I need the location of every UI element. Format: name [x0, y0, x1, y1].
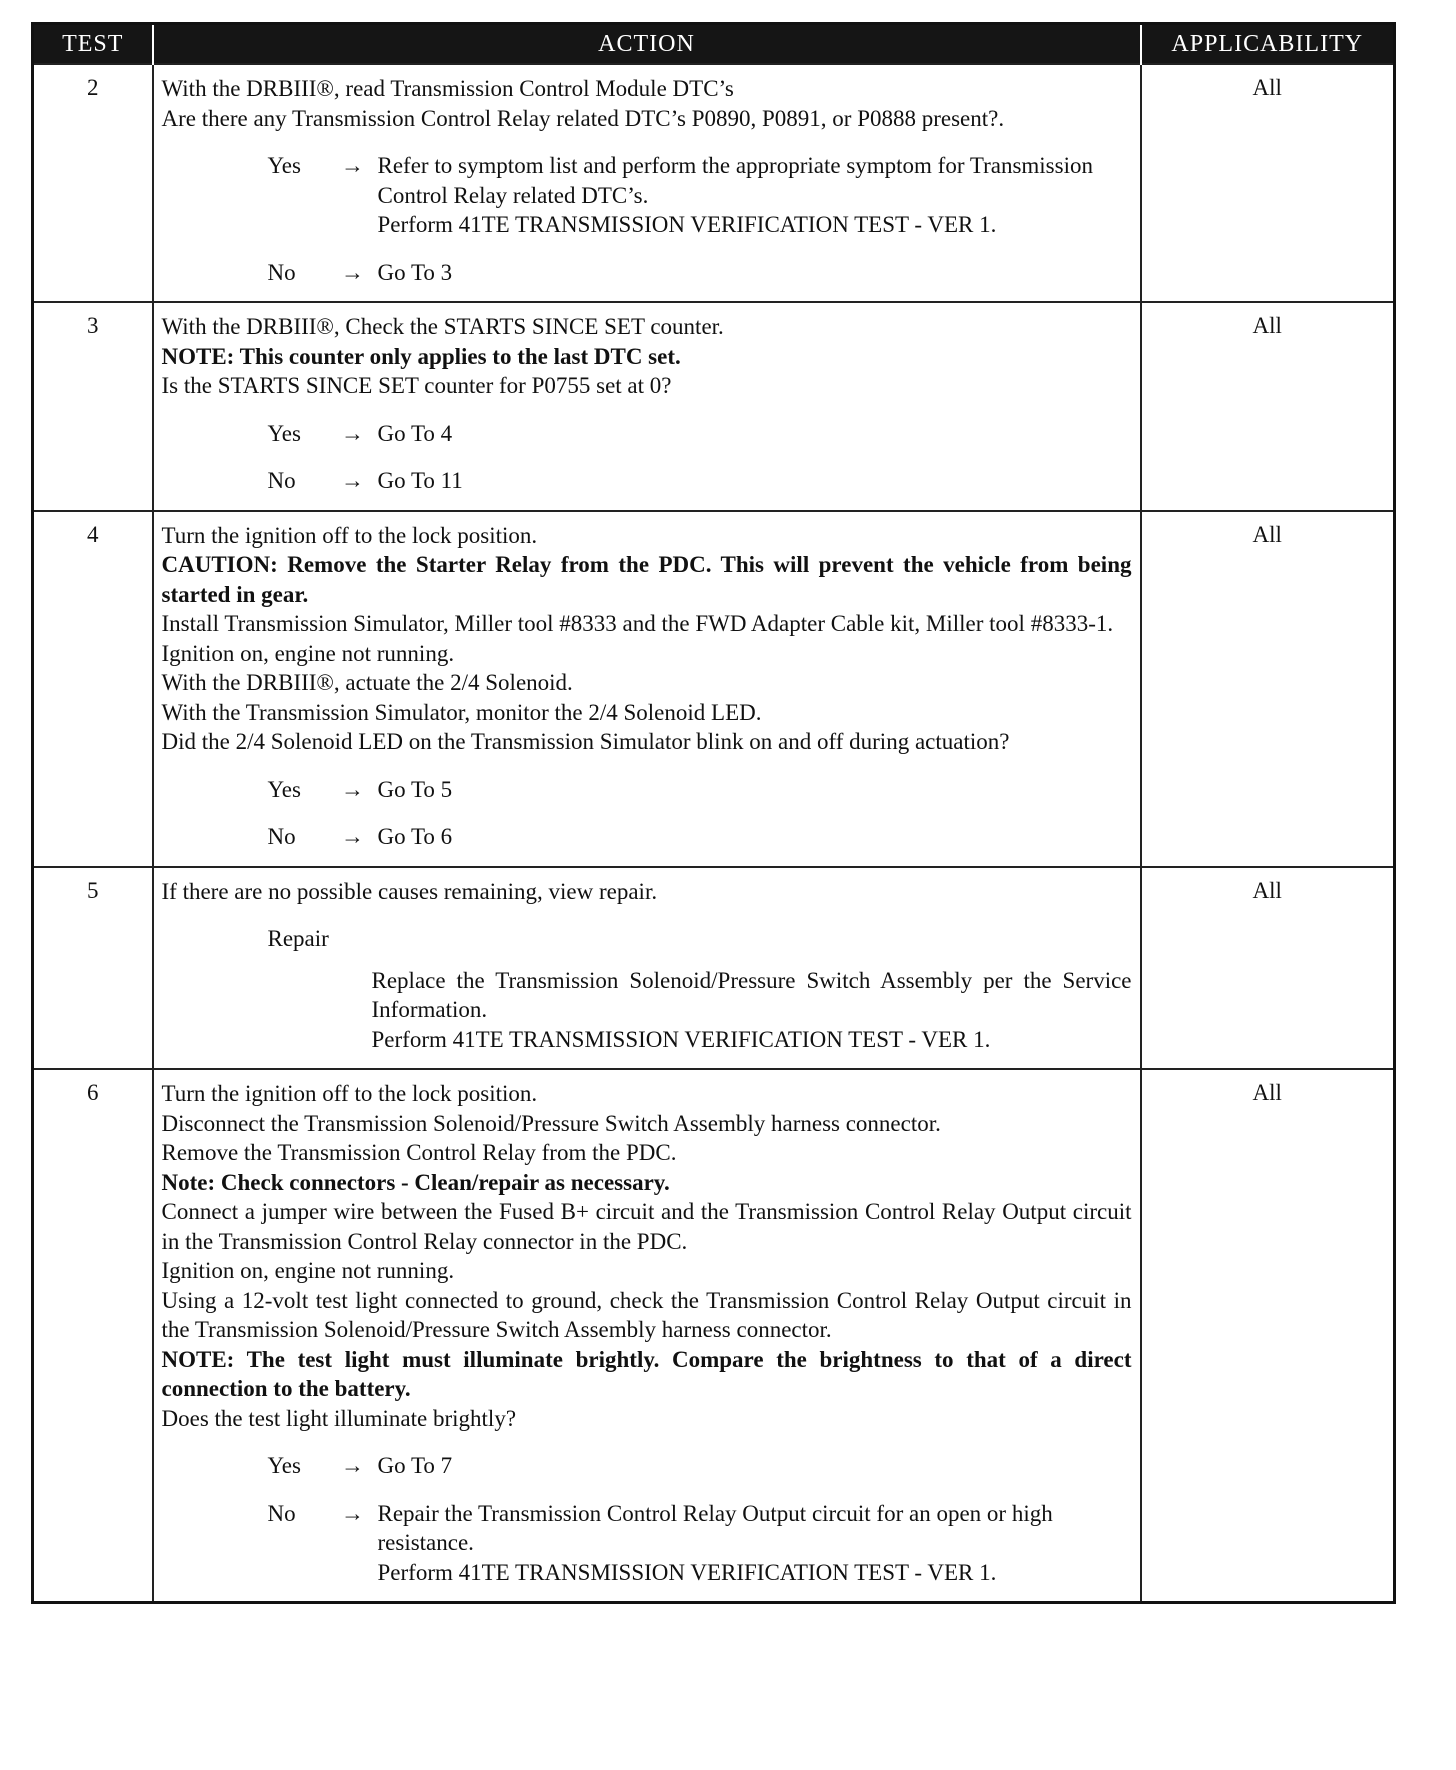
- header-test: TEST: [33, 24, 153, 65]
- note-text: CAUTION: Remove the Starter Relay from the PDC. This will prevent the vehicle from being started in gear.: [161, 552, 1132, 607]
- repair-label: Repair: [267, 926, 329, 951]
- arrow-icon: →: [341, 420, 364, 446]
- instruction-text: Ignition on, engine not running.: [161, 1258, 455, 1283]
- answer-text: Repair the Transmission Control Relay Output circuit for an open or high resistance.: [377, 1500, 1053, 1555]
- instruction-text: Remove the Transmission Control Relay from the PDC.: [161, 1140, 677, 1165]
- test-number: 5: [33, 867, 153, 1070]
- instruction-text: Using a 12-volt test light connected to ground, check the Transmission Control Relay Output circuit in the Transmission Solenoid/Pressure Switch Assembly harness connector.: [161, 1287, 1132, 1342]
- answer-result: [378, 151, 1132, 240]
- table-row: [33, 867, 1395, 1070]
- answer-label: Yes: [267, 1453, 301, 1478]
- header-action: ACTION: [153, 24, 1141, 65]
- applicability-value: All: [1141, 511, 1395, 867]
- answer-text: Go To 4: [377, 420, 453, 446]
- repair-text: Perform 41TE TRANSMISSION VERIFICATION TEST - VER 1.: [371, 1026, 991, 1052]
- instruction-text: Does the test light illuminate brightly?: [161, 1405, 517, 1431]
- instruction-text: With the DRBIII®, actuate the 2/4 Solenoid.: [161, 670, 573, 695]
- action-cell: [153, 1069, 1141, 1603]
- answer-label: No: [267, 1500, 296, 1526]
- arrow-icon: →: [341, 259, 364, 285]
- instruction-text: Turn the ignition off to the lock position.: [161, 522, 538, 548]
- note-text: NOTE: This counter only applies to the last DTC set.: [161, 343, 681, 369]
- instruction-text: Did the 2/4 Solenoid LED on the Transmission Simulator blink on and off during actuation?: [161, 729, 1010, 754]
- applicability-value: All: [1141, 867, 1395, 1070]
- answer-label: Yes: [267, 776, 301, 802]
- diagnostic-test-table: [31, 22, 1396, 1604]
- repair-block: [268, 924, 1132, 1054]
- instruction-text: Connect a jumper wire between the Fused B+ circuit and the Transmission Control Relay Output circuit in the Transmission Control Relay connector in the PDC.: [161, 1199, 1132, 1254]
- test-number: 6: [33, 1069, 153, 1603]
- repair-instructions: [372, 966, 1132, 1055]
- arrow-icon: →: [341, 1500, 364, 1526]
- arrow-icon: →: [341, 1453, 364, 1478]
- test-number: 2: [33, 64, 153, 302]
- instruction-text: Install Transmission Simulator, Miller tool #8333 and the FWD Adapter Cable kit, Miller tool #8333-1.: [161, 611, 1114, 636]
- instruction-text: With the DRBIII®, read Transmission Control Module DTC’s: [161, 76, 734, 101]
- answer-text: Go To 7: [377, 1453, 453, 1478]
- instruction-text: Is the STARTS SINCE SET counter for P0755 set at 0?: [161, 373, 672, 398]
- header-applicability: APPLICABILITY: [1141, 24, 1395, 65]
- answer-label: Yes: [267, 153, 301, 178]
- instruction-text: Disconnect the Transmission Solenoid/Pressure Switch Assembly harness connector.: [161, 1110, 941, 1136]
- answer-label: No: [267, 259, 296, 285]
- answer-option: [162, 419, 1132, 449]
- instruction-text: Are there any Transmission Control Relay related DTC’s P0890, P0891, or P0888 present?.: [161, 105, 1005, 131]
- answer-label: No: [267, 824, 296, 849]
- note-text: Note: Check connectors - Clean/repair as necessary.: [161, 1169, 670, 1195]
- table-body: [33, 64, 1395, 1603]
- answer-result: [378, 775, 1132, 805]
- table-header: [33, 24, 1395, 65]
- answer-option: [162, 822, 1132, 852]
- answer-option: [162, 775, 1132, 805]
- diagnostic-procedure-document: [31, 22, 1393, 1604]
- instruction-text: If there are no possible causes remaining, view repair.: [161, 878, 658, 904]
- table-row: [33, 64, 1395, 302]
- arrow-icon: →: [341, 468, 364, 493]
- answer-result: [378, 466, 1132, 496]
- arrow-icon: →: [341, 824, 364, 849]
- answer-result: [378, 258, 1132, 288]
- repair-text: Replace the Transmission Solenoid/Pressure Switch Assembly per the Service Information.: [371, 967, 1132, 1022]
- answer-text: Perform 41TE TRANSMISSION VERIFICATION TEST - VER 1.: [377, 212, 997, 237]
- answer-label: Yes: [267, 420, 301, 446]
- instruction-text: With the DRBIII®, Check the STARTS SINCE SET counter.: [161, 314, 724, 339]
- answer-text: Go To 5: [377, 776, 453, 802]
- arrow-icon: →: [341, 776, 364, 802]
- table-row: [33, 1069, 1395, 1603]
- answer-option: [162, 258, 1132, 288]
- answer-result: [378, 1499, 1132, 1588]
- applicability-value: All: [1141, 1069, 1395, 1603]
- instruction-text: Turn the ignition off to the lock position.: [161, 1081, 538, 1106]
- table-row: [33, 511, 1395, 867]
- note-text: NOTE: The test light must illuminate brightly. Compare the brightness to that of a direct connection to the battery.: [161, 1346, 1132, 1401]
- answer-result: [378, 822, 1132, 852]
- answer-label: No: [267, 468, 296, 493]
- answer-result: [378, 1451, 1132, 1481]
- answer-text: Go To 6: [377, 824, 453, 849]
- answer-option: [162, 151, 1132, 240]
- answer-option: [162, 466, 1132, 496]
- answer-text: Perform 41TE TRANSMISSION VERIFICATION TEST - VER 1.: [377, 1559, 997, 1585]
- instruction-text: Ignition on, engine not running.: [161, 640, 455, 666]
- answer-result: [378, 419, 1132, 449]
- test-number: 3: [33, 302, 153, 511]
- action-cell: [153, 64, 1141, 302]
- action-cell: [153, 511, 1141, 867]
- instruction-text: With the Transmission Simulator, monitor the 2/4 Solenoid LED.: [161, 699, 762, 725]
- answer-option: [162, 1451, 1132, 1481]
- action-cell: [153, 302, 1141, 511]
- answer-option: [162, 1499, 1132, 1588]
- answer-text: Refer to symptom list and perform the appropriate symptom for Transmission Control Relay related DTC’s.: [377, 153, 1093, 208]
- applicability-value: All: [1141, 64, 1395, 302]
- applicability-value: All: [1141, 302, 1395, 511]
- arrow-icon: →: [341, 153, 364, 178]
- test-number: 4: [33, 511, 153, 867]
- answer-text: Go To 3: [377, 259, 453, 285]
- action-cell: [153, 867, 1141, 1070]
- table-row: [33, 302, 1395, 511]
- answer-text: Go To 11: [377, 468, 463, 493]
